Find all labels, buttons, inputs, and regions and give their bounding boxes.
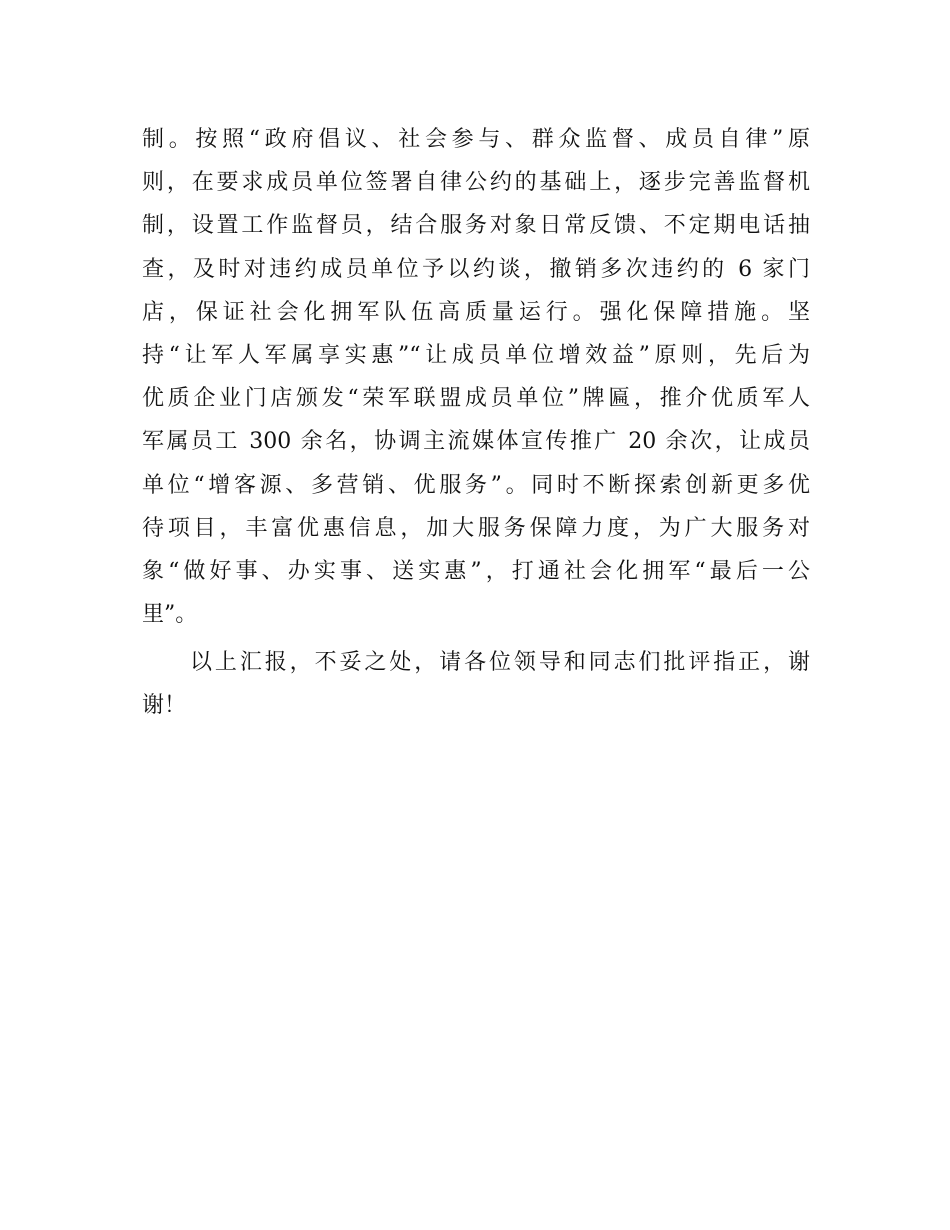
text-line: 店，保证社会化拥军队伍高质量运行。强化保障措施。坚: [142, 299, 810, 325]
text-line: 里”。: [142, 602, 198, 628]
text-line: 谢！: [142, 693, 187, 719]
document-body: [142, 118, 810, 728]
text-line: 持“让军人军属享实惠”“让成员单位增效益”原则，先后为: [142, 342, 810, 368]
text-line: 制。按照“政府倡议、社会参与、群众监督、成员自律”原: [142, 127, 810, 152]
text-line: 单位“增客源、多营销、优服务”。同时不断探索创新更多优: [142, 472, 810, 498]
text-line: 则，在要求成员单位签署自律公约的基础上，逐步完善监督机: [142, 170, 810, 196]
text-line: 象“做好事、办实事、送实惠”，打通社会化拥军“最后一公: [142, 558, 810, 584]
closing-paragraph: [142, 641, 810, 727]
text-line: 查，及时对违约成员单位予以约谈，撤销多次违约的 6 家门: [142, 256, 810, 282]
text-line: 军属员工 300 余名，协调主流媒体宣传推广 20 余次，让成员: [142, 429, 810, 455]
text-line: 以上汇报，不妥之处，请各位领导和同志们批评指正，谢: [190, 650, 810, 676]
text-line: 待项目，丰富优惠信息，加大服务保障力度，为广大服务对: [142, 515, 810, 541]
paragraph-body: [142, 118, 810, 636]
text-line: 制，设置工作监督员，结合服务对象日常反馈、不定期电话抽: [142, 213, 810, 239]
text-line: 优质企业门店颁发“荣军联盟成员单位”牌匾，推介优质军人: [142, 386, 810, 412]
